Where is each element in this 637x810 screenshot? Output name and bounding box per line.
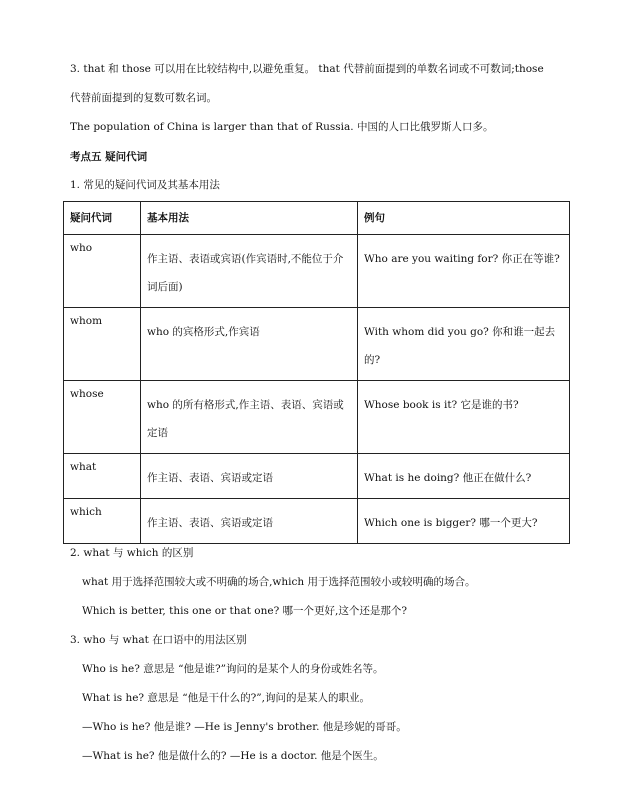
part3-line-4: —What is he? 他是做什么的? —He is a doctor. 他是个医生。 [82, 750, 384, 762]
example-cell: Who are you waiting for? 你正在等谁? [358, 235, 570, 308]
part3-line-1: Who is he? 意思是 “他是谁?”询问的是某个人的身份或姓名等。 [82, 663, 384, 675]
intro-example: The population of China is larger than that of Russia. 中国的人口比俄罗斯人口多。 [70, 121, 494, 133]
intro-line-2: 代替前面提到的复数可数名词。 [70, 92, 217, 104]
part3-line-2: What is he? 意思是 “他是干什么的?”,询问的是某人的职业。 [82, 692, 370, 704]
example-cell: What is he doing? 他正在做什么? [358, 454, 570, 499]
table-row [64, 454, 570, 499]
pronoun-cell: what [64, 454, 141, 499]
usage-cell: 作主语、表语或宾语(作宾语时,不能位于介词后面) [141, 235, 358, 308]
part2-title: 2. what 与 which 的区别 [70, 547, 194, 559]
pronoun-cell: which [64, 499, 141, 544]
part2-line-2: Which is better, this one or that one? 哪一个更好,这个还是那个? [82, 605, 408, 617]
part3-line-3: —Who is he? 他是谁? —He is Jenny's brother. 他是珍妮的哥哥。 [82, 721, 407, 733]
intro-line-1: 3. that 和 those 可以用在比较结构中,以避免重复。 that 代替前面提到的单数名词或不可数词;those [70, 63, 544, 75]
usage-cell: who 的宾格形式,作宾语 [141, 308, 358, 381]
pronoun-cell: whose [64, 381, 141, 454]
section-title: 考点五 疑问代词 [70, 151, 148, 163]
part3-title: 3. who 与 what 在口语中的用法区别 [70, 634, 247, 646]
pronoun-cell: whom [64, 308, 141, 381]
part2-line-1: what 用于选择范围较大或不明确的场合,which 用于选择范围较小或较明确的场合。 [82, 576, 476, 588]
example-cell: With whom did you go? 你和谁一起去的? [358, 308, 570, 381]
table-row [64, 381, 570, 454]
header-usage: 基本用法 [141, 202, 358, 235]
table-header-row [64, 202, 570, 235]
example-cell: Whose book is it? 它是谁的书? [358, 381, 570, 454]
usage-cell: 作主语、表语、宾语或定语 [141, 454, 358, 499]
table-row [64, 308, 570, 381]
usage-cell: 作主语、表语、宾语或定语 [141, 499, 358, 544]
usage-cell: who 的所有格形式,作主语、表语、宾语或定语 [141, 381, 358, 454]
section-subtitle: 1. 常见的疑问代词及其基本用法 [70, 179, 220, 191]
header-pronoun: 疑问代词 [64, 202, 141, 235]
header-example: 例句 [358, 202, 570, 235]
table-row [64, 235, 570, 308]
pronoun-cell: who [64, 235, 141, 308]
table-row [64, 499, 570, 544]
example-cell: Which one is bigger? 哪一个更大? [358, 499, 570, 544]
pronoun-table [63, 201, 570, 544]
